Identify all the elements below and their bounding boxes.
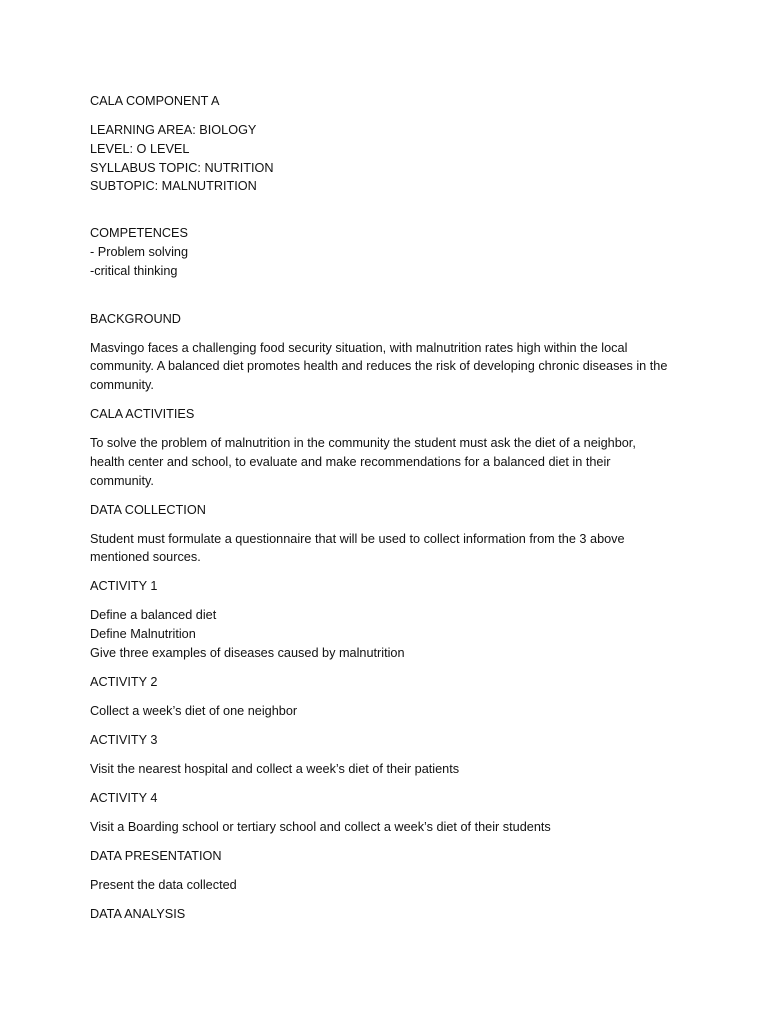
cala-activities-line: health center and school, to evaluate and make recommendations for a balanced diet in their bbox=[90, 454, 611, 469]
activity4-heading: ACTIVITY 4 bbox=[90, 790, 158, 805]
learning-area: LEARNING AREA: BIOLOGY bbox=[90, 122, 257, 137]
activity1-list bbox=[90, 606, 690, 662]
data-analysis-heading: DATA ANALYSIS bbox=[90, 906, 186, 921]
competences-heading: COMPETENCES bbox=[90, 226, 188, 241]
subtopic: SUBTOPIC: MALNUTRITION bbox=[90, 179, 257, 194]
background-line: Masvingo faces a challenging food security situation, with malnutrition rates high within the local bbox=[90, 340, 628, 355]
activity1-item: Define Malnutrition bbox=[90, 627, 196, 642]
cala-activities-line: community. bbox=[90, 473, 154, 488]
data-collection-paragraph bbox=[90, 530, 690, 568]
data-collection-heading: DATA COLLECTION bbox=[90, 502, 206, 517]
activity3-heading: ACTIVITY 3 bbox=[90, 732, 158, 747]
cala-activities-paragraph bbox=[90, 434, 690, 490]
activity2-text: Collect a week’s diet of one neighbor bbox=[90, 704, 298, 718]
activity1-item: Define a balanced diet bbox=[90, 608, 217, 623]
data-collection-line: mentioned sources. bbox=[90, 550, 201, 565]
document-body bbox=[90, 92, 690, 934]
activity3-text: Visit the nearest hospital and collect a week’s diet of their patients bbox=[90, 761, 460, 776]
data-presentation-text: Present the data collected bbox=[90, 877, 237, 892]
competences-block bbox=[90, 224, 690, 280]
background-line: community. bbox=[90, 378, 154, 393]
data-presentation-heading: DATA PRESENTATION bbox=[90, 848, 222, 863]
syllabus-topic: SYLLABUS TOPIC: NUTRITION bbox=[90, 160, 274, 175]
level: LEVEL: O LEVEL bbox=[90, 141, 190, 156]
activity1-heading: ACTIVITY 1 bbox=[90, 579, 158, 594]
background-heading: BACKGROUND bbox=[90, 311, 181, 326]
cala-activities-heading: CALA ACTIVITIES bbox=[90, 407, 195, 422]
background-paragraph bbox=[90, 339, 690, 395]
competence-item: -critical thinking bbox=[90, 263, 178, 278]
activity2-heading: ACTIVITY 2 bbox=[90, 675, 158, 690]
cala-activities-line: To solve the problem of malnutrition in the community the student must ask the diet of a neighbor, bbox=[90, 436, 636, 451]
activity4-text: Visit a Boarding school or tertiary school and collect a week’s diet of their students bbox=[90, 819, 551, 834]
background-line: community. A balanced diet promotes health and reduces the risk of developing chronic diseases in the bbox=[90, 359, 668, 374]
activity1-item: Give three examples of diseases caused by malnutrition bbox=[90, 646, 405, 661]
data-collection-line: Student must formulate a questionnaire that will be used to collect information from the 3 above bbox=[90, 531, 625, 546]
document-title: CALA COMPONENT A bbox=[90, 94, 220, 108]
competence-item: - Problem solving bbox=[90, 244, 189, 259]
meta-block bbox=[90, 121, 690, 196]
